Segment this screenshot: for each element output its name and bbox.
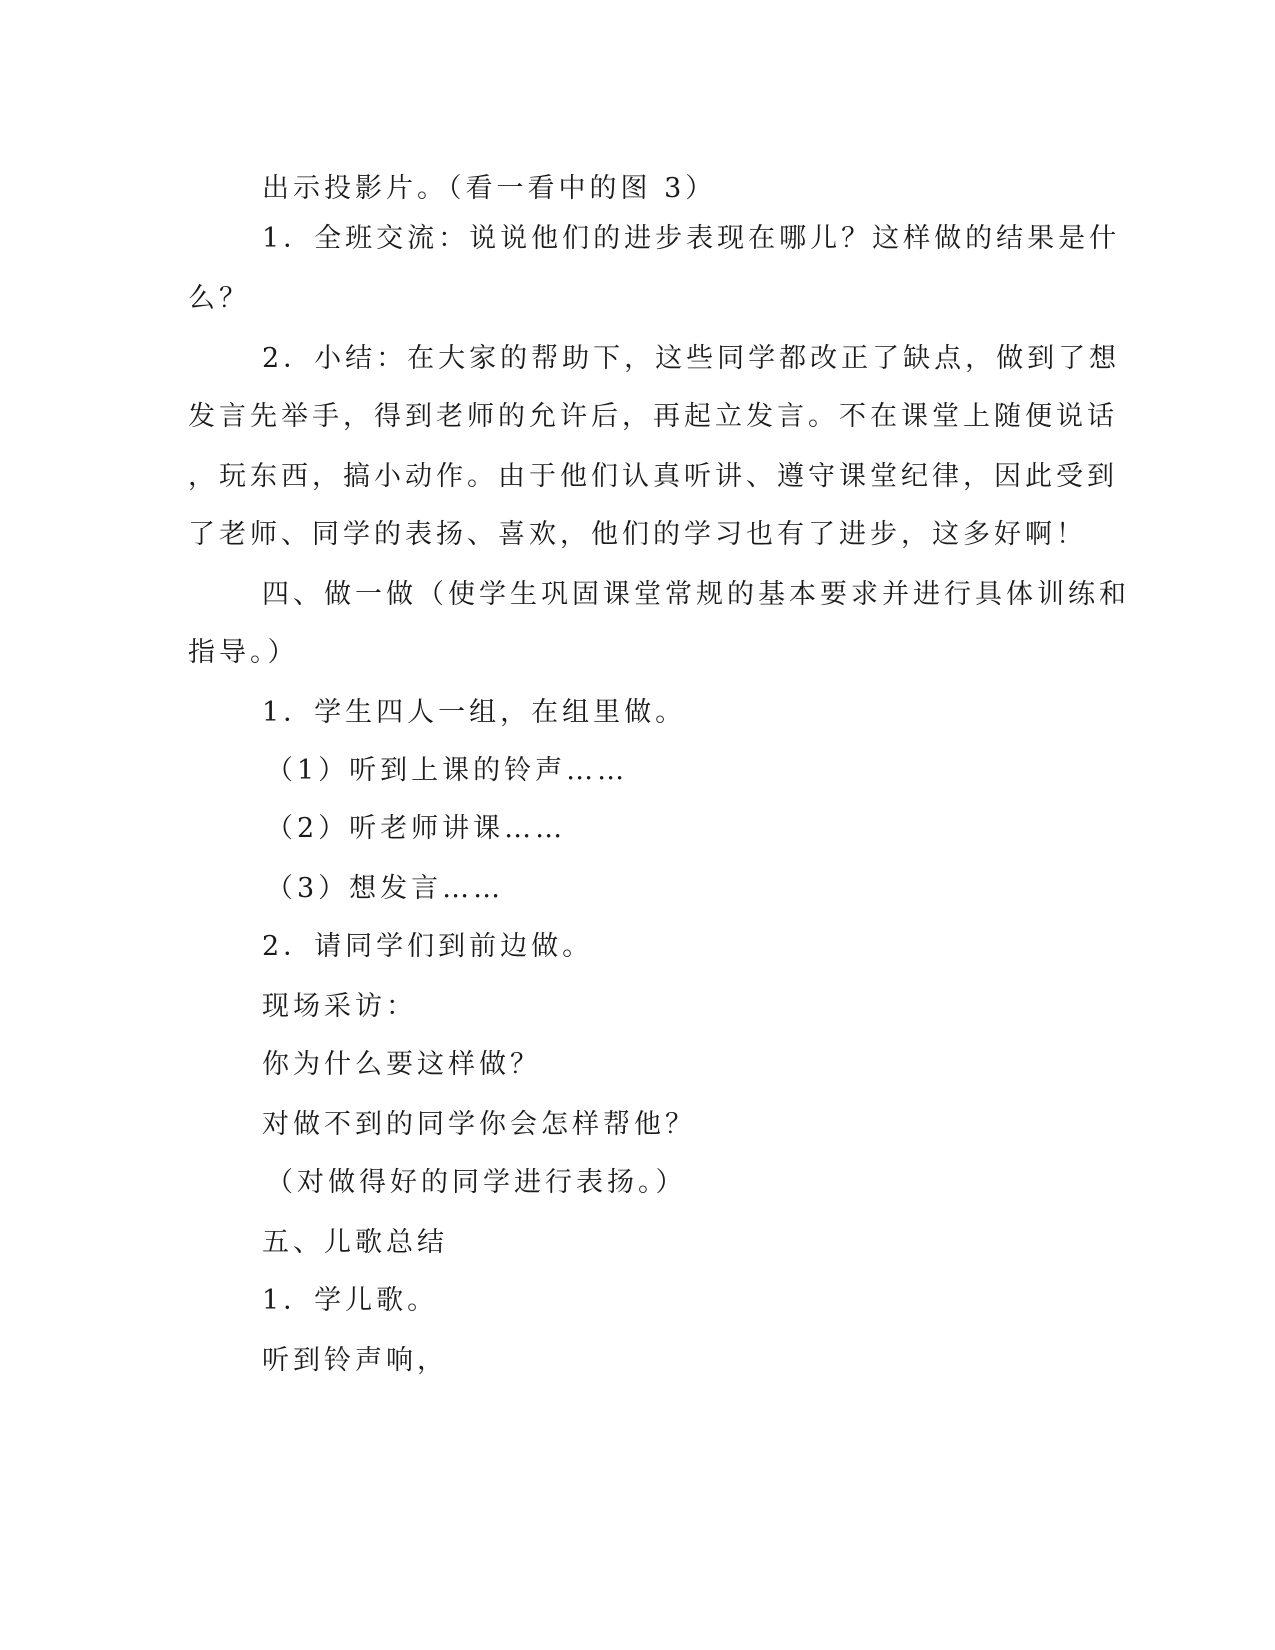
paragraph-line: 五、儿歌总结 xyxy=(262,1227,448,1258)
paragraph-line: 指导。） xyxy=(188,637,299,668)
paragraph-line: （2）听老师讲课…… xyxy=(266,813,567,844)
paragraph-line: 了老师、同学的表扬、喜欢，他们的学习也有了进步，这多好啊！ xyxy=(188,519,1087,550)
paragraph-line: 1．学生四人一组，在组里做。 xyxy=(262,697,687,728)
paragraph-line: 听到铃声响， xyxy=(262,1345,448,1376)
paragraph-line: 1．全班交流：说说他们的进步表现在哪儿？这样做的结果是什 xyxy=(262,223,1121,254)
paragraph-line: 四、做一做（使学生巩固课堂常规的基本要求并进行具体训练和 xyxy=(262,579,1130,610)
paragraph-line: 1．学儿歌。 xyxy=(262,1285,439,1316)
paragraph-line: 对做不到的同学你会怎样帮他？ xyxy=(262,1109,696,1140)
paragraph-line: 么？ xyxy=(188,283,250,314)
paragraph-line: 2．请同学们到前边做。 xyxy=(262,931,594,962)
paragraph-line: （1）听到上课的铃声…… xyxy=(266,755,629,786)
paragraph-line: 2．小结：在大家的帮助下，这些同学都改正了缺点，做到了想 xyxy=(262,343,1121,374)
paragraph-line: （3）想发言…… xyxy=(266,873,505,904)
paragraph-line: ，玩东西，搞小动作。由于他们认真听讲、遵守课堂纪律，因此受到 xyxy=(188,461,1118,492)
paragraph-line: 你为什么要这样做？ xyxy=(262,1049,541,1080)
paragraph-line: 出示投影片。（看一看中的图 3） xyxy=(262,173,717,204)
paragraph-line: 发言先举手，得到老师的允许后，再起立发言。不在课堂上随便说话 xyxy=(188,401,1118,432)
paragraph-line: （对做得好的同学进行表扬。） xyxy=(266,1167,687,1198)
paragraph-line: 现场采访： xyxy=(262,991,417,1022)
